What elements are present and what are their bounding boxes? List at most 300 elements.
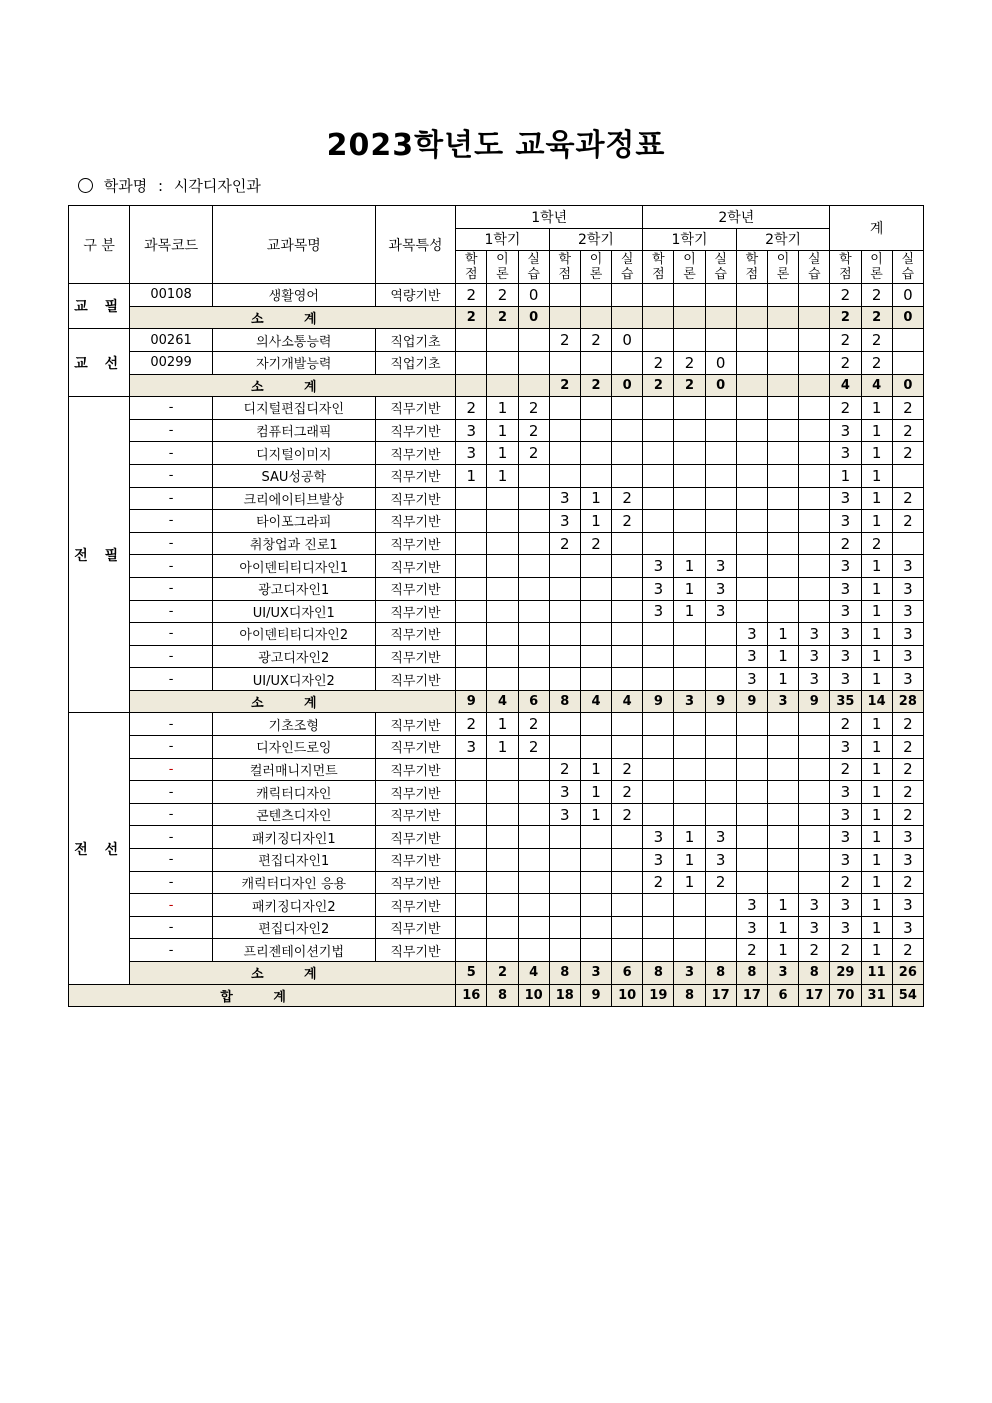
value-cell (767, 871, 798, 894)
value-cell (674, 916, 705, 939)
value-cell (612, 532, 643, 555)
course-code: - (130, 510, 212, 533)
value-cell: 3 (830, 487, 861, 510)
category-cell: 전 필 (69, 397, 130, 713)
value-cell (612, 916, 643, 939)
value-cell (643, 894, 674, 917)
course-type: 직무기반 (375, 532, 455, 555)
value-cell: 3 (892, 894, 923, 917)
value-cell: 8 (674, 984, 705, 1007)
value-cell (456, 871, 487, 894)
value-cell (643, 668, 674, 691)
value-cell (518, 510, 549, 533)
value-cell: 3 (456, 736, 487, 759)
value-cell: 1 (861, 916, 892, 939)
header-credit-char1: 학 (652, 252, 665, 268)
value-cell (674, 397, 705, 420)
value-cell (736, 781, 767, 804)
value-cell (767, 329, 798, 352)
value-cell: 1 (861, 464, 892, 487)
curriculum-table (68, 205, 924, 1007)
value-cell: 2 (643, 351, 674, 374)
value-cell (580, 284, 611, 307)
value-cell (705, 306, 736, 329)
value-cell (580, 939, 611, 962)
header-theory (487, 251, 518, 284)
value-cell: 1 (861, 487, 892, 510)
value-cell: 31 (861, 984, 892, 1007)
course-name: 편집디자인2 (212, 916, 375, 939)
value-cell: 35 (830, 690, 861, 713)
value-cell: 1 (767, 645, 798, 668)
course-code: - (130, 487, 212, 510)
header-practice (705, 251, 736, 284)
value-cell: 3 (799, 623, 830, 646)
value-cell (674, 510, 705, 533)
value-cell: 2 (830, 939, 861, 962)
value-cell (767, 600, 798, 623)
course-type: 직무기반 (375, 555, 455, 578)
value-cell (456, 849, 487, 872)
value-cell: 2 (892, 713, 923, 736)
value-cell: 3 (892, 555, 923, 578)
value-cell (674, 442, 705, 465)
table-row (69, 758, 924, 781)
header-practice (799, 251, 830, 284)
value-cell: 3 (892, 916, 923, 939)
value-cell (705, 803, 736, 826)
value-cell: 3 (705, 826, 736, 849)
value-cell: 2 (830, 351, 861, 374)
subtotal-label: 소 계 (130, 962, 456, 985)
course-name: SAU성공학 (212, 464, 375, 487)
value-cell: 1 (861, 577, 892, 600)
table-row (69, 623, 924, 646)
course-code: - (130, 894, 212, 917)
value-cell (643, 623, 674, 646)
course-name: 크리에이티브발상 (212, 487, 375, 510)
value-cell (456, 532, 487, 555)
header-credit (643, 251, 674, 284)
value-cell (643, 532, 674, 555)
value-cell: 3 (549, 487, 580, 510)
value-cell: 2 (892, 487, 923, 510)
value-cell: 2 (487, 306, 518, 329)
value-cell (736, 419, 767, 442)
header-theory-char1: 이 (776, 252, 790, 268)
value-cell: 1 (456, 464, 487, 487)
value-cell (580, 736, 611, 759)
value-cell (487, 781, 518, 804)
value-cell (674, 623, 705, 646)
value-cell: 3 (892, 577, 923, 600)
category-cell: 교 선 (69, 329, 130, 397)
value-cell: 3 (705, 555, 736, 578)
page-title: 2023학년도 교육과정표 (326, 128, 666, 163)
value-cell (487, 555, 518, 578)
value-cell (736, 464, 767, 487)
value-cell (892, 532, 923, 555)
course-code: - (130, 645, 212, 668)
header-credit (456, 251, 487, 284)
value-cell: 8 (705, 962, 736, 985)
subtotal-label: 소 계 (130, 690, 456, 713)
value-cell (799, 419, 830, 442)
course-code: - (130, 464, 212, 487)
value-cell (487, 374, 518, 397)
table-row (69, 419, 924, 442)
value-cell (518, 871, 549, 894)
value-cell (549, 419, 580, 442)
value-cell (456, 555, 487, 578)
value-cell: 3 (736, 916, 767, 939)
value-cell (612, 442, 643, 465)
value-cell: 4 (580, 690, 611, 713)
table-row (69, 781, 924, 804)
value-cell: 1 (674, 577, 705, 600)
value-cell: 2 (612, 510, 643, 533)
value-cell (674, 464, 705, 487)
value-cell (736, 849, 767, 872)
value-cell: 11 (861, 962, 892, 985)
value-cell: 3 (830, 781, 861, 804)
value-cell: 9 (799, 690, 830, 713)
value-cell (456, 329, 487, 352)
value-cell: 8 (549, 690, 580, 713)
value-cell: 2 (549, 374, 580, 397)
value-cell (456, 600, 487, 623)
value-cell: 3 (830, 645, 861, 668)
value-cell (612, 555, 643, 578)
value-cell: 6 (767, 984, 798, 1007)
course-type: 직무기반 (375, 442, 455, 465)
value-cell (612, 623, 643, 646)
header-practice-char2: 습 (901, 267, 915, 283)
value-cell: 17 (705, 984, 736, 1007)
header-practice-char1: 실 (901, 252, 915, 268)
value-cell: 0 (892, 374, 923, 397)
header-credit-char2: 점 (465, 267, 478, 283)
value-cell: 0 (892, 284, 923, 307)
value-cell: 2 (892, 397, 923, 420)
value-cell (643, 713, 674, 736)
course-name: UI/UX디자인2 (212, 668, 375, 691)
header-theory (767, 251, 798, 284)
value-cell (456, 668, 487, 691)
course-name: 컴퓨터그래픽 (212, 419, 375, 442)
value-cell (487, 939, 518, 962)
header-practice-char2: 습 (527, 267, 540, 283)
course-name: 프리젠테이션기법 (212, 939, 375, 962)
value-cell: 2 (643, 871, 674, 894)
value-cell (643, 781, 674, 804)
value-cell (580, 555, 611, 578)
value-cell: 2 (861, 351, 892, 374)
course-code: - (130, 668, 212, 691)
value-cell (736, 510, 767, 533)
value-cell (767, 826, 798, 849)
grandtotal-label: 합 계 (69, 984, 456, 1007)
value-cell: 2 (580, 329, 611, 352)
course-code: - (130, 623, 212, 646)
value-cell: 8 (643, 962, 674, 985)
value-cell (736, 803, 767, 826)
header-practice (892, 251, 923, 284)
value-cell: 3 (892, 600, 923, 623)
value-cell (580, 351, 611, 374)
value-cell (456, 758, 487, 781)
value-cell (674, 803, 705, 826)
value-cell (892, 351, 923, 374)
value-cell (736, 374, 767, 397)
course-code: - (130, 736, 212, 759)
value-cell: 4 (830, 374, 861, 397)
value-cell (549, 645, 580, 668)
value-cell: 2 (830, 532, 861, 555)
value-cell (767, 487, 798, 510)
value-cell (549, 668, 580, 691)
course-type: 직무기반 (375, 871, 455, 894)
value-cell: 3 (830, 916, 861, 939)
table-row (69, 487, 924, 510)
value-cell (580, 826, 611, 849)
value-cell (518, 600, 549, 623)
value-cell (799, 374, 830, 397)
course-code: - (130, 713, 212, 736)
value-cell (549, 939, 580, 962)
course-code: - (130, 532, 212, 555)
value-cell (580, 713, 611, 736)
value-cell (799, 600, 830, 623)
value-cell: 3 (892, 645, 923, 668)
value-cell (736, 397, 767, 420)
value-cell: 1 (861, 803, 892, 826)
course-code: - (130, 826, 212, 849)
value-cell: 0 (612, 329, 643, 352)
value-cell (518, 555, 549, 578)
value-cell: 4 (487, 690, 518, 713)
category-cell: 교 필 (69, 284, 130, 329)
value-cell (518, 916, 549, 939)
value-cell (674, 419, 705, 442)
value-cell: 1 (674, 555, 705, 578)
value-cell: 3 (705, 849, 736, 872)
value-cell: 3 (549, 781, 580, 804)
value-cell (767, 713, 798, 736)
value-cell: 3 (830, 419, 861, 442)
value-cell (487, 871, 518, 894)
value-cell (612, 871, 643, 894)
value-cell (705, 781, 736, 804)
table-row (69, 577, 924, 600)
value-cell (705, 894, 736, 917)
table-row (69, 849, 924, 872)
table-row (69, 442, 924, 465)
value-cell (518, 668, 549, 691)
value-cell: 3 (549, 510, 580, 533)
value-cell: 1 (861, 826, 892, 849)
table-row (69, 555, 924, 578)
course-type: 직무기반 (375, 510, 455, 533)
value-cell: 3 (830, 894, 861, 917)
value-cell: 1 (830, 464, 861, 487)
circle-icon (78, 178, 93, 193)
course-type: 직무기반 (375, 464, 455, 487)
value-cell: 8 (799, 962, 830, 985)
header-theory-char1: 이 (870, 252, 883, 268)
value-cell (518, 623, 549, 646)
header-practice-char2: 습 (714, 267, 727, 283)
department-line (78, 175, 261, 196)
value-cell (487, 532, 518, 555)
table-row (69, 871, 924, 894)
value-cell: 3 (580, 962, 611, 985)
value-cell (580, 464, 611, 487)
value-cell (580, 645, 611, 668)
value-cell: 3 (830, 668, 861, 691)
value-cell: 3 (456, 419, 487, 442)
header-practice (612, 251, 643, 284)
value-cell (612, 645, 643, 668)
value-cell: 3 (736, 894, 767, 917)
course-name: 자기개발능력 (212, 351, 375, 374)
value-cell (643, 736, 674, 759)
value-cell (736, 306, 767, 329)
value-cell: 2 (892, 871, 923, 894)
value-cell (643, 939, 674, 962)
value-cell (518, 758, 549, 781)
header-theory-char2: 론 (870, 267, 883, 283)
value-cell (456, 510, 487, 533)
value-cell (643, 803, 674, 826)
value-cell (612, 306, 643, 329)
value-cell (549, 916, 580, 939)
value-cell (736, 713, 767, 736)
value-cell (736, 758, 767, 781)
value-cell: 17 (799, 984, 830, 1007)
course-name: 콘텐츠디자인 (212, 803, 375, 826)
value-cell (487, 623, 518, 646)
header-y2-sem2: 2학기 (736, 228, 830, 251)
value-cell: 2 (892, 939, 923, 962)
value-cell (549, 397, 580, 420)
course-code: - (130, 577, 212, 600)
value-cell (549, 623, 580, 646)
header-total: 계 (830, 206, 924, 251)
value-cell (580, 397, 611, 420)
value-cell (580, 849, 611, 872)
value-cell: 3 (456, 442, 487, 465)
value-cell (705, 464, 736, 487)
value-cell (487, 510, 518, 533)
value-cell: 2 (736, 939, 767, 962)
value-cell (799, 781, 830, 804)
value-cell (549, 736, 580, 759)
header-credit-char2: 점 (652, 267, 665, 283)
header-credit-char1: 학 (558, 252, 572, 268)
value-cell (612, 736, 643, 759)
value-cell (518, 803, 549, 826)
value-cell (705, 645, 736, 668)
course-name: 기초조형 (212, 713, 375, 736)
value-cell: 1 (580, 487, 611, 510)
value-cell (767, 397, 798, 420)
value-cell (892, 464, 923, 487)
value-cell: 3 (643, 577, 674, 600)
value-cell (518, 374, 549, 397)
value-cell (767, 306, 798, 329)
value-cell (705, 668, 736, 691)
value-cell: 3 (736, 645, 767, 668)
value-cell (799, 758, 830, 781)
course-name: UI/UX디자인1 (212, 600, 375, 623)
value-cell (518, 781, 549, 804)
value-cell (767, 758, 798, 781)
value-cell (487, 894, 518, 917)
value-cell: 2 (830, 713, 861, 736)
value-cell (518, 351, 549, 374)
value-cell: 1 (674, 600, 705, 623)
table-row (69, 916, 924, 939)
value-cell: 2 (456, 397, 487, 420)
value-cell: 10 (518, 984, 549, 1007)
value-cell: 3 (674, 690, 705, 713)
header-credit-char2: 점 (839, 267, 852, 283)
subtotal-row (69, 374, 924, 397)
value-cell: 2 (456, 306, 487, 329)
value-cell (456, 916, 487, 939)
table-row (69, 284, 924, 307)
value-cell: 2 (861, 284, 892, 307)
value-cell: 9 (705, 690, 736, 713)
value-cell (767, 532, 798, 555)
course-name: 광고디자인2 (212, 645, 375, 668)
value-cell: 2 (892, 442, 923, 465)
header-type: 과목특성 (375, 206, 455, 284)
value-cell (705, 487, 736, 510)
value-cell: 1 (674, 826, 705, 849)
value-cell: 2 (674, 351, 705, 374)
course-type: 직무기반 (375, 758, 455, 781)
value-cell (705, 623, 736, 646)
value-cell (549, 871, 580, 894)
value-cell: 3 (830, 803, 861, 826)
course-name: 패키징디자인1 (212, 826, 375, 849)
value-cell: 2 (456, 713, 487, 736)
header-theory (674, 251, 705, 284)
course-type: 직무기반 (375, 803, 455, 826)
value-cell (487, 351, 518, 374)
value-cell (705, 419, 736, 442)
value-cell (612, 600, 643, 623)
value-cell (736, 329, 767, 352)
value-cell: 3 (830, 442, 861, 465)
header-category: 구 분 (69, 206, 130, 284)
value-cell (549, 826, 580, 849)
value-cell: 2 (892, 419, 923, 442)
value-cell (705, 510, 736, 533)
value-cell: 3 (799, 894, 830, 917)
value-cell: 3 (830, 510, 861, 533)
value-cell: 54 (892, 984, 923, 1007)
value-cell (643, 645, 674, 668)
course-type: 직무기반 (375, 645, 455, 668)
value-cell: 2 (892, 736, 923, 759)
value-cell (580, 306, 611, 329)
value-cell (767, 510, 798, 533)
value-cell: 2 (549, 329, 580, 352)
value-cell (674, 781, 705, 804)
